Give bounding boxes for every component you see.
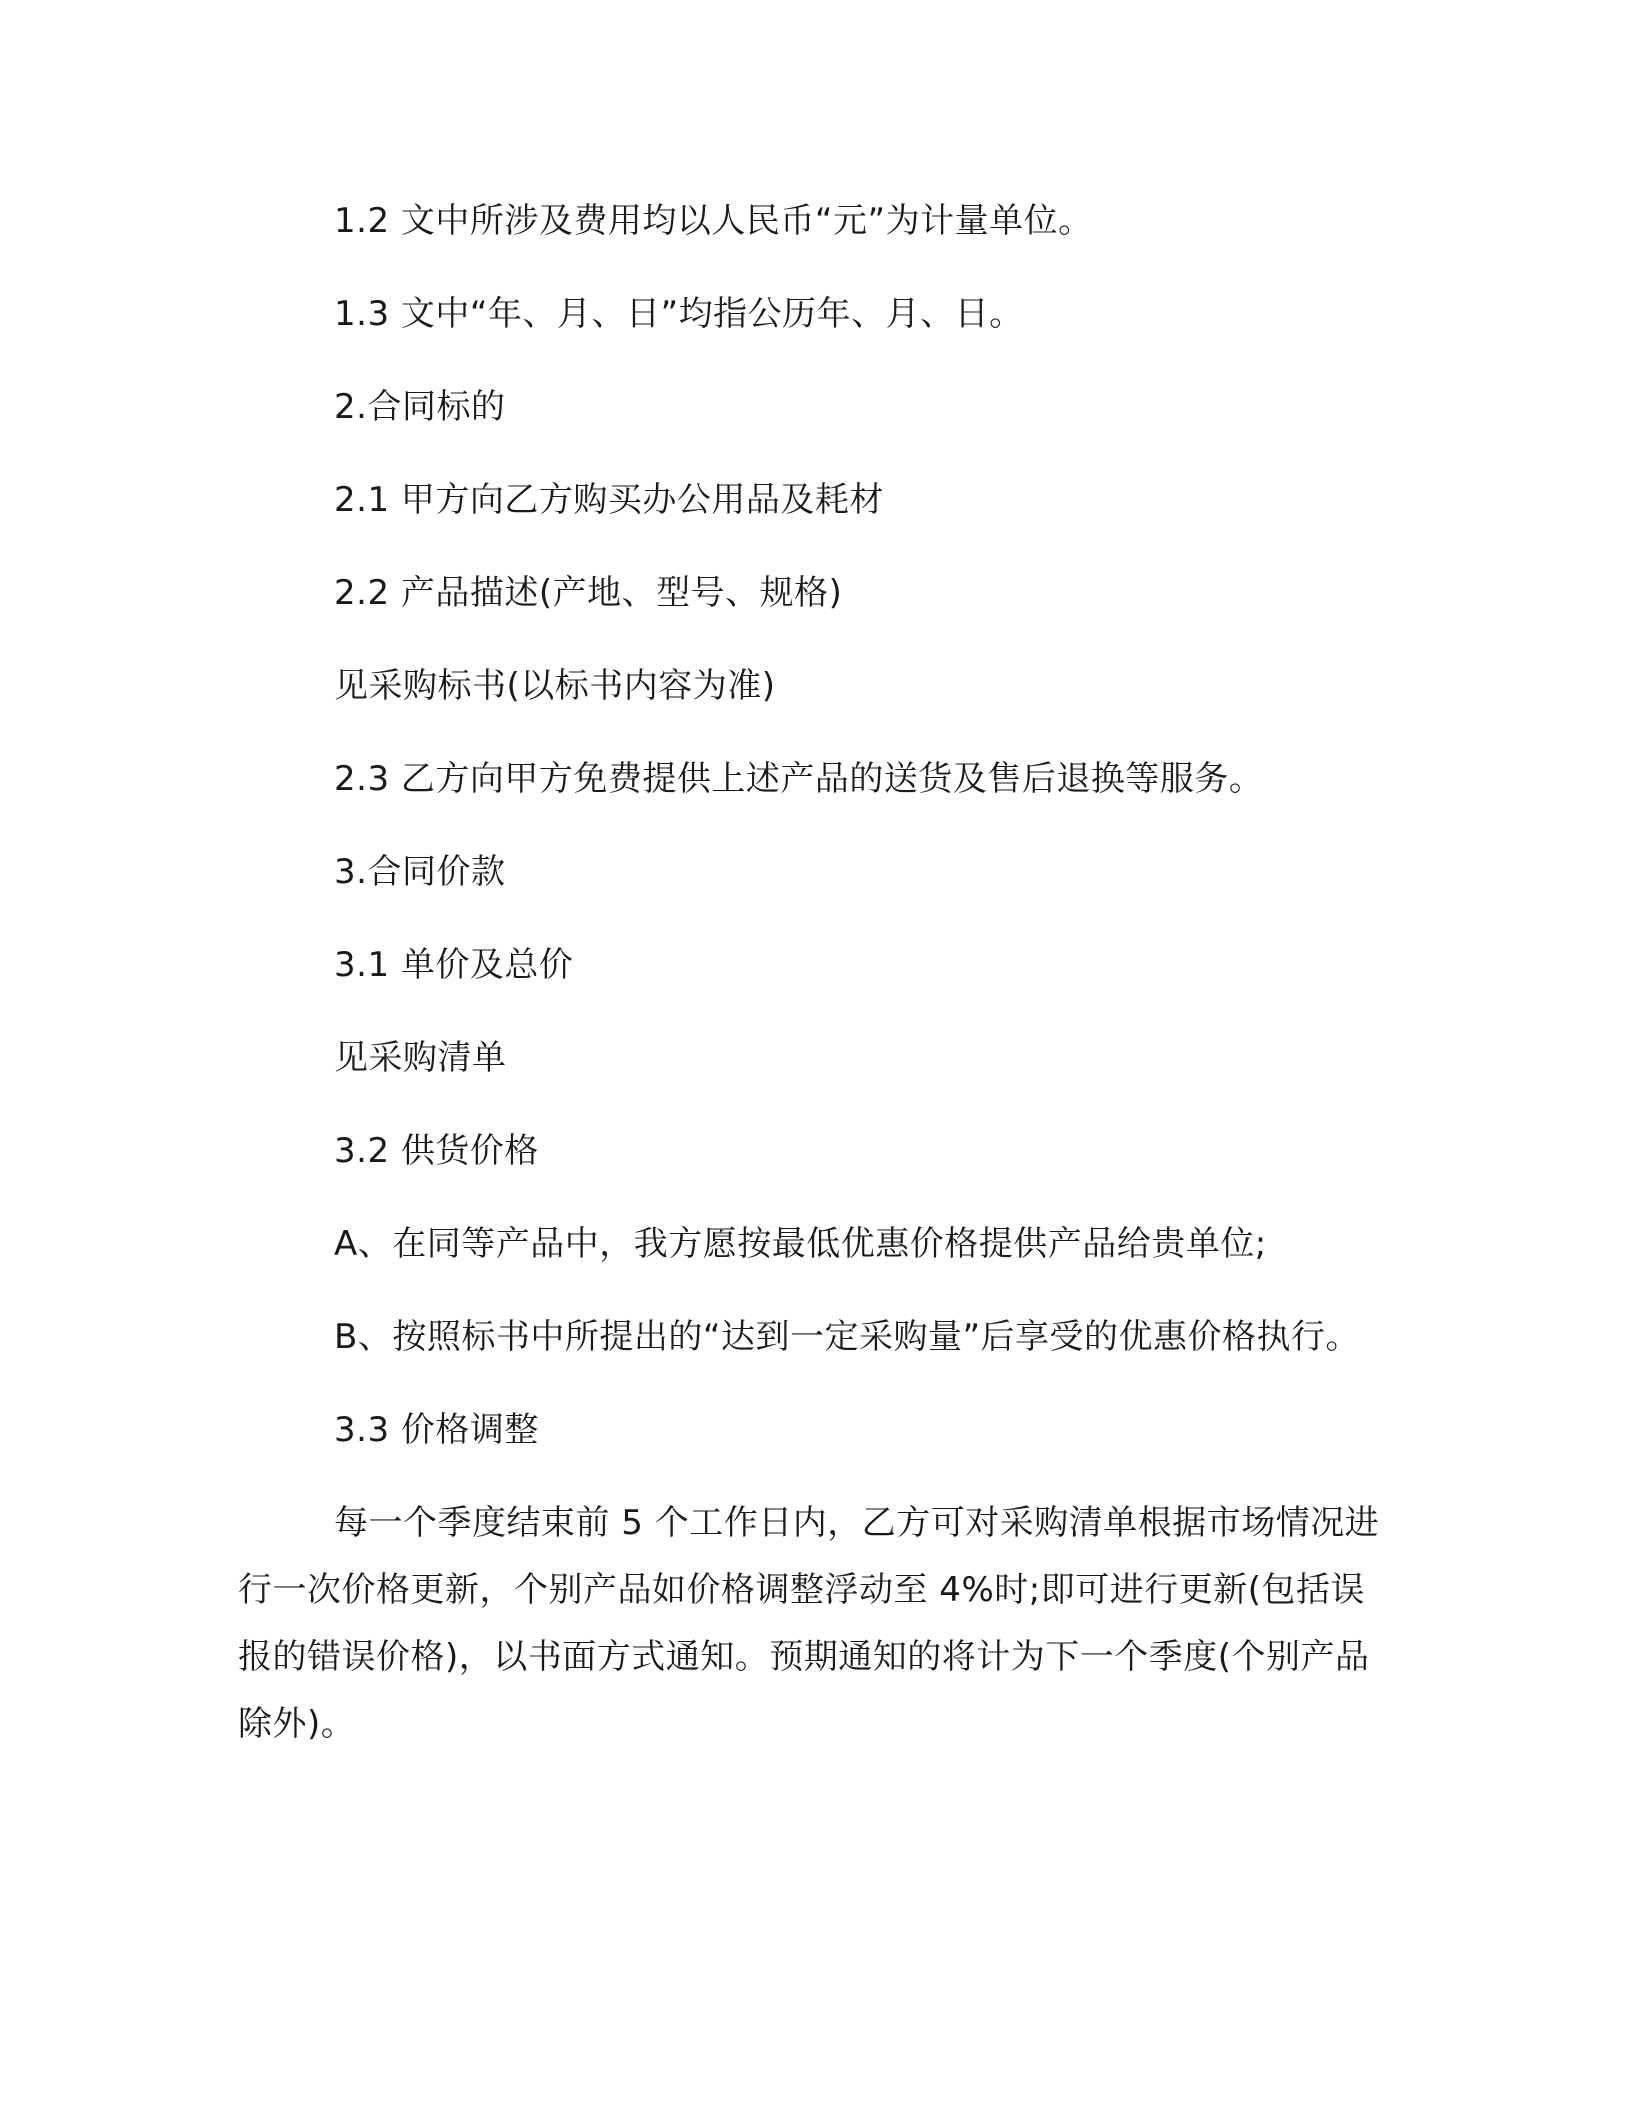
clause-2-1: 2.1 甲方向乙方购买办公用品及耗材 [334, 480, 884, 520]
clause-3-3: 3.3 价格调整 [334, 1410, 539, 1450]
clause-3-2: 3.2 供货价格 [334, 1131, 539, 1171]
clause-2-3: 2.3 乙方向甲方免费提供上述产品的送货及售后退换等服务。 [334, 759, 1264, 799]
clause-3-3-detail: 每一个季度结束前 5 个工作日内，乙方可对采购清单根据市场情况进行一次价格更新，个别产品如价格调整浮动至 4%时;即可进行更新(包括误报的错误价格)，以书面方式通知。预期通知的将计为下一个季度(个别产品除外)。 [238, 1503, 1380, 1744]
clause-1-2: 1.2 文中所涉及费用均以人民币“元”为计量单位。 [334, 201, 1093, 241]
clause-2-2: 2.2 产品描述(产地、型号、规格) [334, 573, 843, 613]
section-3-heading: 3.合同价款 [334, 852, 506, 892]
section-2-heading: 2.合同标的 [334, 387, 506, 427]
clause-3-1-detail: 见采购清单 [334, 1038, 507, 1078]
clause-3-1: 3.1 单价及总价 [334, 945, 574, 985]
clause-1-3: 1.3 文中“年、月、日”均指公历年、月、日。 [334, 294, 1024, 334]
clause-2-2-detail: 见采购标书(以标书内容为准) [334, 666, 776, 706]
document-body [238, 188, 1383, 1758]
clause-3-2-b: B、按照标书中所提出的“达到一定采购量”后享受的优惠价格执行。 [334, 1317, 1361, 1357]
clause-3-2-a: A、在同等产品中，我方愿按最低优惠价格提供产品给贵单位; [334, 1224, 1267, 1264]
